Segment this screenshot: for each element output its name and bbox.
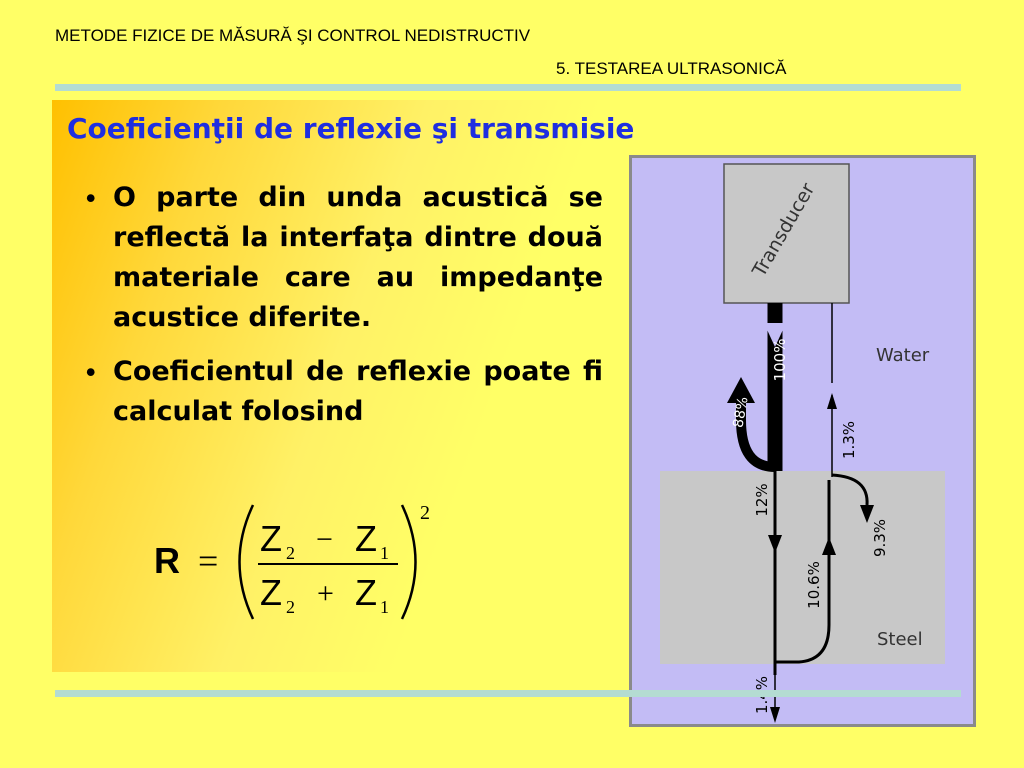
den-plus: + bbox=[317, 577, 334, 610]
steel-label: Steel bbox=[877, 629, 923, 650]
top-divider bbox=[55, 84, 961, 91]
bullet-list bbox=[78, 178, 603, 446]
pct-transmitted-steel: 12% bbox=[753, 483, 771, 517]
water-label: Water bbox=[876, 345, 930, 366]
ultrasound-diagram bbox=[629, 155, 976, 727]
pct-reflected: 88% bbox=[730, 395, 752, 430]
den-z1: Z bbox=[355, 572, 377, 613]
formula-exponent: 2 bbox=[420, 502, 430, 524]
bullet-item: • O parte din unda acustică se reflectă la interfaţa dintre două materiale care au impedanţe acustice diferite. bbox=[78, 178, 603, 338]
num-z1: Z bbox=[355, 518, 377, 559]
pct-interface-reflection: 9.3% bbox=[871, 518, 889, 558]
num-minus: − bbox=[316, 523, 333, 556]
left-paren bbox=[240, 505, 254, 619]
num-z2-sub: 2 bbox=[286, 543, 295, 563]
right-paren bbox=[402, 505, 416, 619]
pct-incident: 100% bbox=[771, 338, 789, 382]
transducer-label: Transducer bbox=[748, 179, 820, 281]
formula-equals: = bbox=[198, 541, 219, 581]
header-title: METODE FIZICE DE MĂSURĂ ŞI CONTROL NEDISTRUCTIV bbox=[55, 26, 531, 45]
slide-title: Coeficienţii de reflexie şi transmisie bbox=[67, 112, 635, 145]
bullet-item: • Coeficientul de reflexie poate fi calculat folosind bbox=[78, 352, 603, 432]
reflection-formula bbox=[150, 497, 450, 627]
bottom-divider bbox=[55, 690, 961, 697]
num-z2: Z bbox=[260, 518, 282, 559]
pct-return-water: 1.3% bbox=[840, 420, 858, 460]
den-z1-sub: 1 bbox=[380, 597, 389, 617]
den-z2: Z bbox=[260, 572, 282, 613]
den-z2-sub: 2 bbox=[286, 597, 295, 617]
formula-lhs: R bbox=[154, 540, 180, 581]
header-subtitle: 5. TESTAREA ULTRASONICĂ bbox=[556, 59, 787, 78]
num-z1-sub: 1 bbox=[380, 543, 389, 563]
pct-back-reflection: 10.6% bbox=[805, 561, 823, 609]
